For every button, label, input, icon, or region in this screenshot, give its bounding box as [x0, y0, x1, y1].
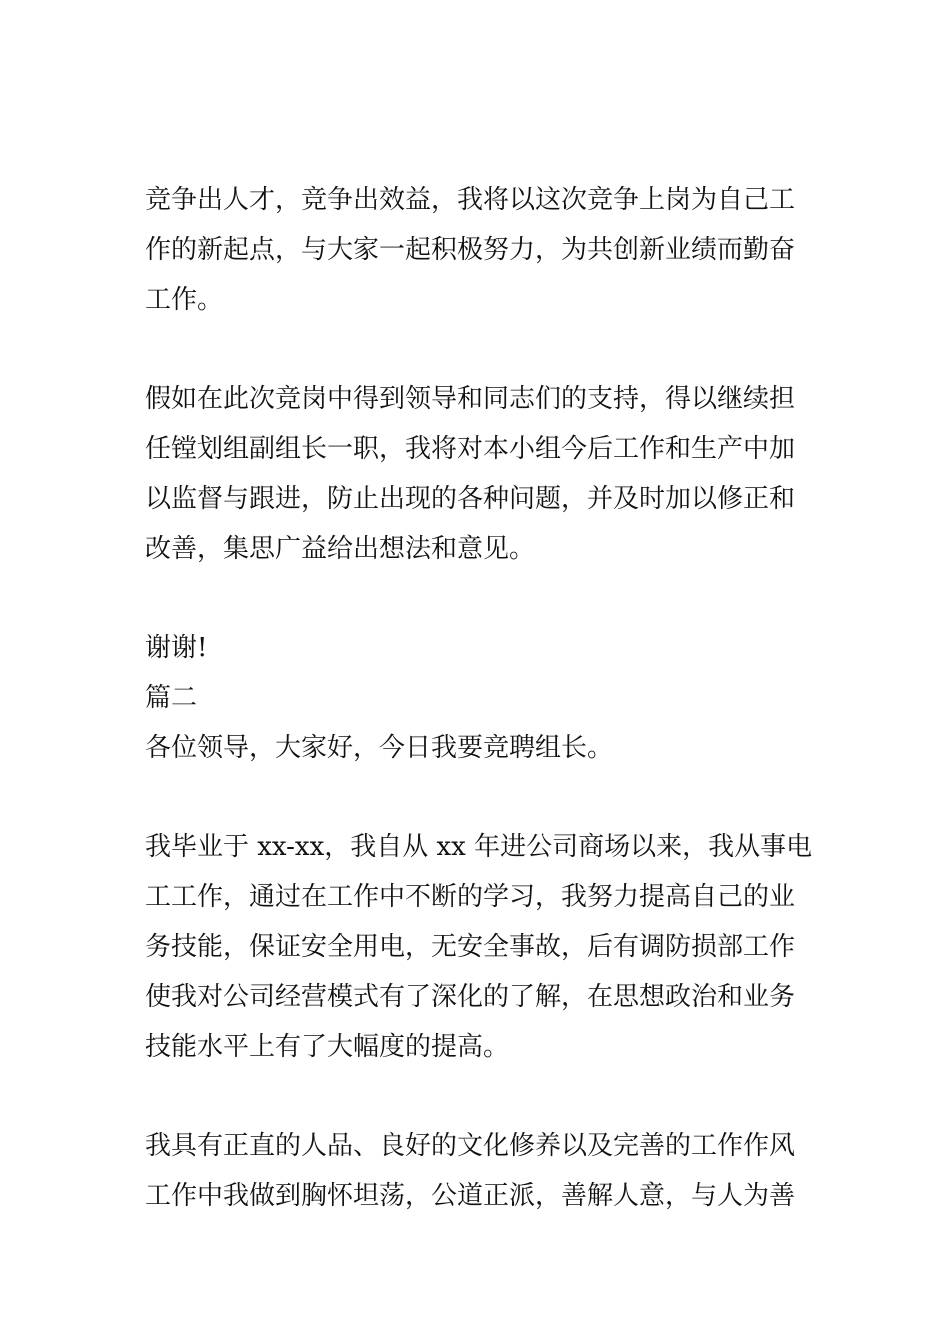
text-line: 技能水平上有了大幅度的提高。 [145, 1032, 510, 1062]
text-line: 我毕业于 xx-xx，我自从 xx 年进公司商场以来，我从事电 [145, 832, 813, 862]
text-line: 假如在此次竞岗中得到领导和同志们的支持，得以继续担 [145, 384, 796, 414]
text-line: 以监督与跟进，防止出现的各种问题，并及时加以修正和 [145, 484, 796, 514]
text-line: 务技能，保证安全用电，无安全事故，后有调防损部工作 [145, 932, 796, 962]
text-line: 工工作，通过在工作中不断的学习，我努力提高自己的业 [145, 882, 796, 912]
text-line: 工作。 [145, 285, 224, 315]
text-line: 使我对公司经营模式有了深化的了解，在思想政治和业务 [145, 982, 796, 1012]
text-line: 各位领导，大家好，今日我要竞聘组长。 [145, 733, 614, 763]
text-line: 竞争出人才，竞争出效益，我将以这次竞争上岗为自己工 [145, 185, 796, 215]
text-line: 谢谢! [145, 633, 208, 663]
text-line: 作的新起点，与大家一起积极努力，为共创新业绩而勤奋 [145, 235, 796, 265]
text-line: 任镗划组副组长一职，我将对本小组今后工作和生产中加 [145, 434, 796, 464]
text-line: 工作中我做到胸怀坦荡，公道正派，善解人意，与人为善 [145, 1181, 796, 1211]
section-heading: 篇二 [145, 683, 198, 713]
text-line: 改善，集思广益给出想法和意见。 [145, 534, 536, 564]
text-line: 我具有正直的人品、良好的文化修养以及完善的工作作风 [145, 1131, 796, 1161]
